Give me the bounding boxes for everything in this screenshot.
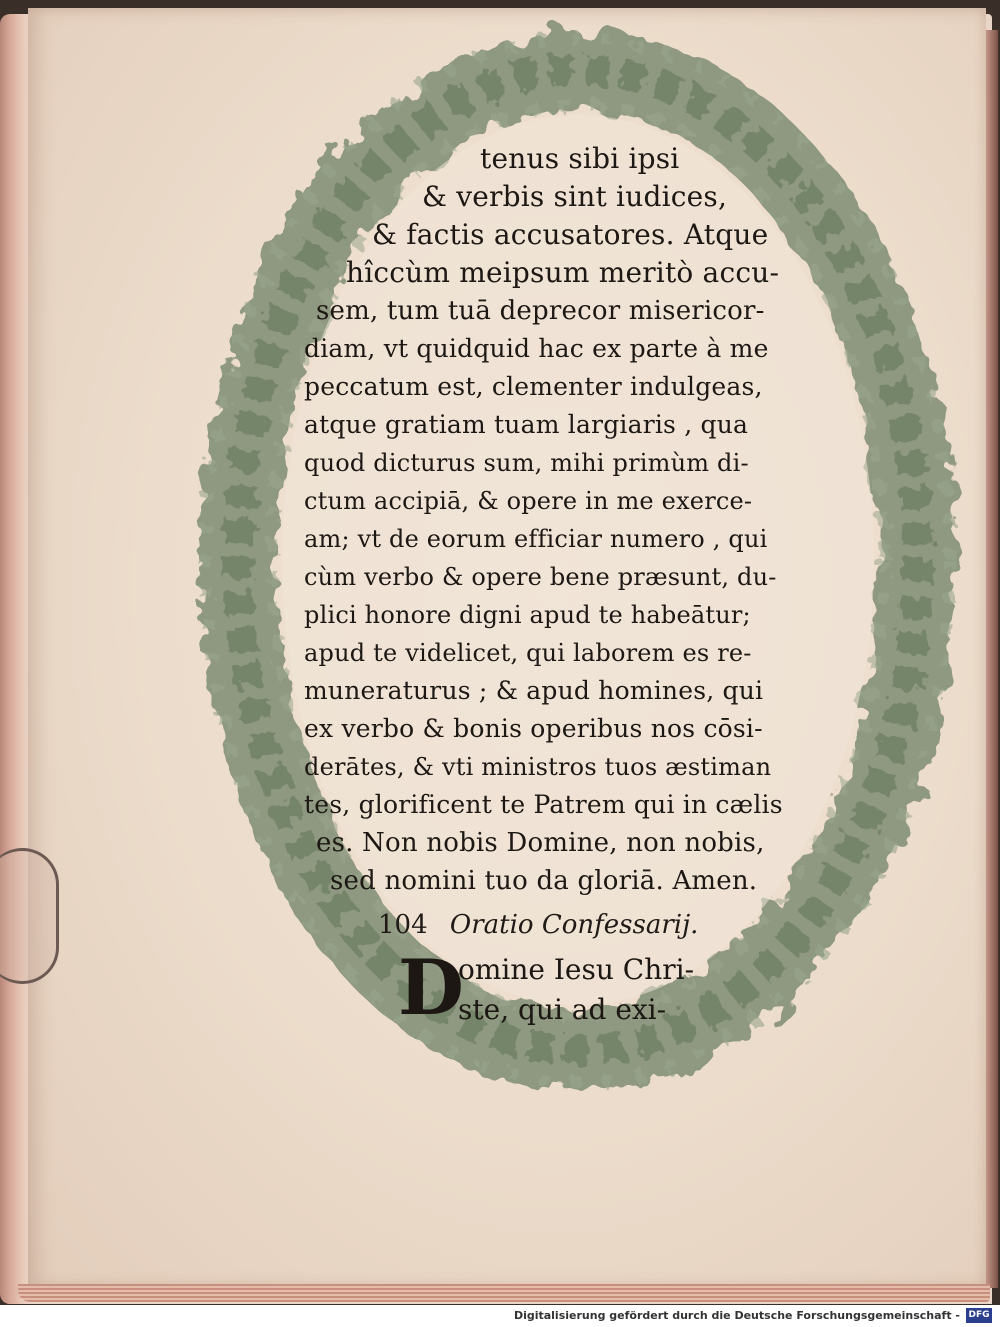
- text-line: ex verbo & bonis operibus nos cōsi-: [304, 714, 763, 743]
- text-line: hîccùm meipsum meritò accu-: [346, 256, 780, 289]
- text-line: apud te videlicet, qui laborem es re-: [304, 639, 752, 667]
- dfg-logo-icon: DFG: [966, 1308, 992, 1323]
- text-line: tenus sibi ipsi: [480, 142, 680, 175]
- text-line: derātes, & vti ministros tuos æstiman: [304, 753, 772, 781]
- text-line: & verbis sint iudices,: [422, 180, 728, 213]
- section-title: Oratio Confessarij.: [449, 910, 699, 940]
- drop-cap-initial: D: [398, 943, 464, 1032]
- text-line: sed nomini tuo da gloriā. Amen.: [330, 866, 758, 896]
- text-line: sem, tum tuā deprecor misericor-: [316, 296, 765, 326]
- footer-credit: Digitalisierung gefördert durch die Deutsche Forschungsgemeinschaft -: [513, 1309, 960, 1322]
- text-line: & factis accusatores. Atque: [372, 218, 769, 251]
- text-line: plici honore digni apud te habeātur;: [304, 601, 751, 629]
- running-caption: [378, 910, 698, 940]
- text-line: cùm verbo & opere bene præsunt, du-: [304, 563, 777, 591]
- page-number: 104: [378, 910, 428, 940]
- footer-bar: [0, 1305, 1000, 1327]
- text-line: ctum accipiā, & opere in me exerce-: [304, 487, 753, 515]
- text-line: muneraturus ; & apud homines, qui: [304, 676, 764, 705]
- text-line: peccatum est, clementer indulgeas,: [304, 372, 763, 401]
- text-line: diam, vt quidquid hac ex parte à me: [304, 334, 769, 363]
- text-line: atque gratiam tuam largiaris , qua: [304, 410, 749, 439]
- text-line: es. Non nobis Domine, non nobis,: [316, 828, 765, 858]
- text-line: am; vt de eorum efficiar numero , qui: [304, 525, 768, 553]
- initial-line: ste, qui ad exi-: [458, 993, 667, 1026]
- text-line: quod dicturus sum, mihi primùm di-: [304, 449, 749, 477]
- text-line: tes, glorificent te Patrem qui in cælis: [304, 790, 783, 819]
- initial-line: omine Iesu Chri-: [458, 953, 695, 986]
